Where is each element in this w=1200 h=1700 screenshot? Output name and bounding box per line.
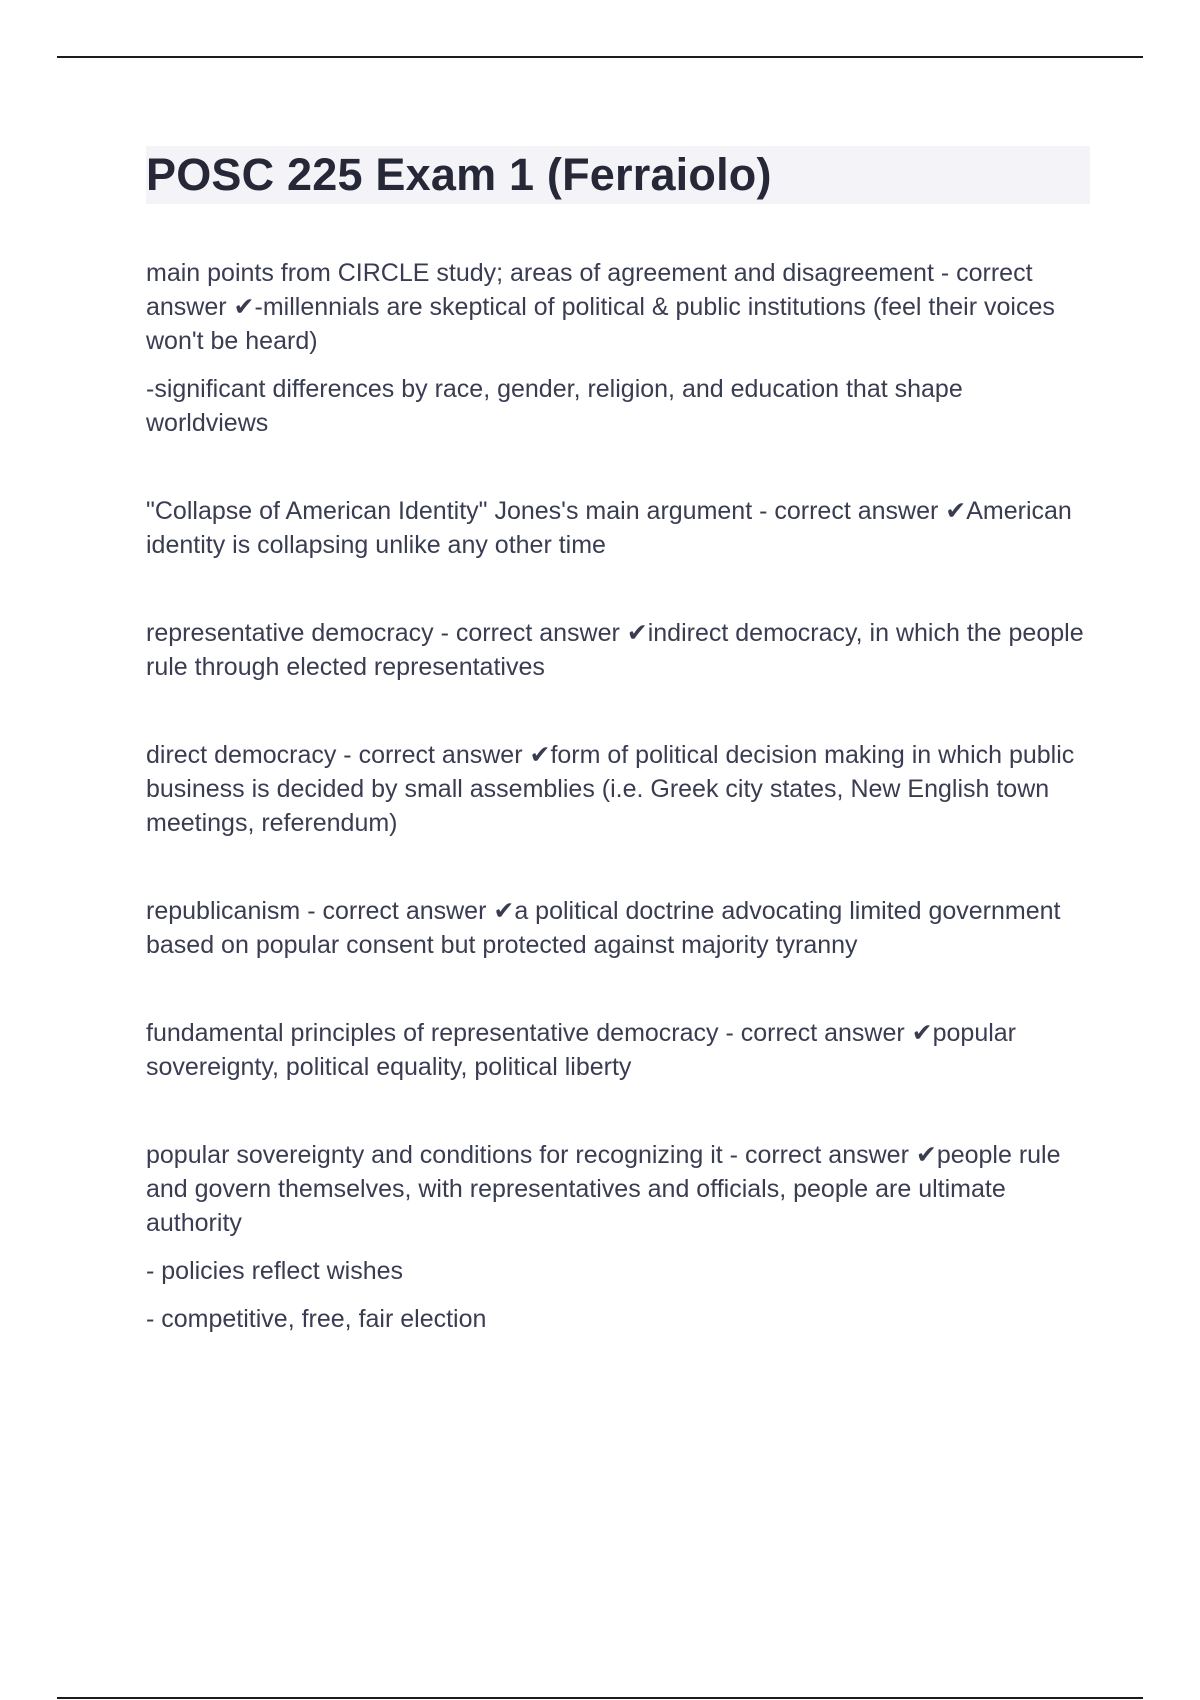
answer-marker: correct answer <box>358 741 523 769</box>
document-body <box>146 146 1090 1390</box>
flashcard-answer-continued: -significant differences by race, gender, religion, and education that shape worldviews <box>146 375 963 437</box>
flashcard-answer-continued: - competitive, free, fair election <box>146 1305 487 1333</box>
flashcard-answer: form of political decision making in which public business is decided by small assemblies (i.e. Greek city states, New English town meetings, referendum) <box>146 741 1075 837</box>
flashcard <box>146 894 1090 962</box>
term-answer-separator: - <box>718 1019 741 1047</box>
flashcard-qa <box>146 616 1090 684</box>
flashcard-qa <box>146 494 1090 562</box>
answer-marker: correct answer <box>455 619 620 647</box>
flashcard <box>146 616 1090 684</box>
checkmark-icon: ✔ <box>915 1141 937 1169</box>
title-bar <box>146 146 1090 204</box>
bottom-divider <box>57 1697 1143 1699</box>
flashcard-answer: people rule and govern themselves, with representatives and officials, people are ultimate authority <box>146 1141 1061 1237</box>
checkmark-icon: ✔ <box>233 293 255 321</box>
flashcard-answer: indirect democracy, in which the people rule through elected representatives <box>146 619 1084 681</box>
answer-marker: correct answer <box>146 259 1033 321</box>
flashcard-term: representative democracy <box>146 619 434 647</box>
flashcard-term: republicanism <box>146 897 301 925</box>
flashcard <box>146 494 1090 562</box>
term-answer-separator: - <box>752 497 775 525</box>
checkmark-icon: ✔ <box>911 1019 933 1047</box>
term-answer-separator: - <box>433 619 456 647</box>
flashcard-term: direct democracy <box>146 741 337 769</box>
flashcard <box>146 256 1090 440</box>
marker-spacer <box>909 1141 916 1169</box>
checkmark-icon: ✔ <box>493 897 515 925</box>
flashcard <box>146 1016 1090 1084</box>
page-title: POSC 225 Exam 1 (Ferraiolo) <box>146 149 772 200</box>
flashcard-qa <box>146 1016 1090 1084</box>
flashcard-term: fundamental principles of representative democracy <box>146 1019 719 1047</box>
flashcard-term: main points from CIRCLE study; areas of agreement and disagreement <box>146 259 934 287</box>
flashcard-qa <box>146 256 1090 358</box>
term-answer-separator: - <box>300 897 323 925</box>
flashcard-term: "Collapse of American Identity" Jones's main argument <box>146 497 753 525</box>
checkmark-icon: ✔ <box>626 619 648 647</box>
answer-marker: correct answer <box>774 497 939 525</box>
answer-marker: correct answer <box>740 1019 905 1047</box>
flashcard-qa <box>146 738 1090 840</box>
marker-spacer <box>620 619 627 647</box>
flashcard-term: popular sovereignty and conditions for recognizing it <box>146 1141 723 1169</box>
flashcard-answer: -millennials are skeptical of political & public institutions (feel their voices won't be heard) <box>146 293 1055 355</box>
term-answer-separator: - <box>722 1141 745 1169</box>
marker-spacer <box>905 1019 912 1047</box>
flashcard-answer: a political doctrine advocating limited government based on popular consent but protected against majority tyranny <box>146 897 1061 959</box>
term-answer-separator: - <box>933 259 957 287</box>
answer-marker: correct answer <box>744 1141 909 1169</box>
flashcard-list <box>146 256 1090 1336</box>
marker-spacer <box>227 293 234 321</box>
checkmark-icon: ✔ <box>529 741 551 769</box>
flashcard <box>146 1138 1090 1336</box>
checkmark-icon: ✔ <box>945 497 967 525</box>
term-answer-separator: - <box>336 741 359 769</box>
flashcard-qa <box>146 1138 1090 1240</box>
flashcard-answer: popular sovereignty, political equality, political liberty <box>146 1019 1017 1081</box>
flashcard-answer: American identity is collapsing unlike any other time <box>146 497 1072 559</box>
answer-marker: correct answer <box>322 897 487 925</box>
flashcard-qa <box>146 894 1090 962</box>
top-divider <box>57 56 1143 58</box>
flashcard-answer-continued: - policies reflect wishes <box>146 1257 404 1285</box>
flashcard <box>146 738 1090 840</box>
